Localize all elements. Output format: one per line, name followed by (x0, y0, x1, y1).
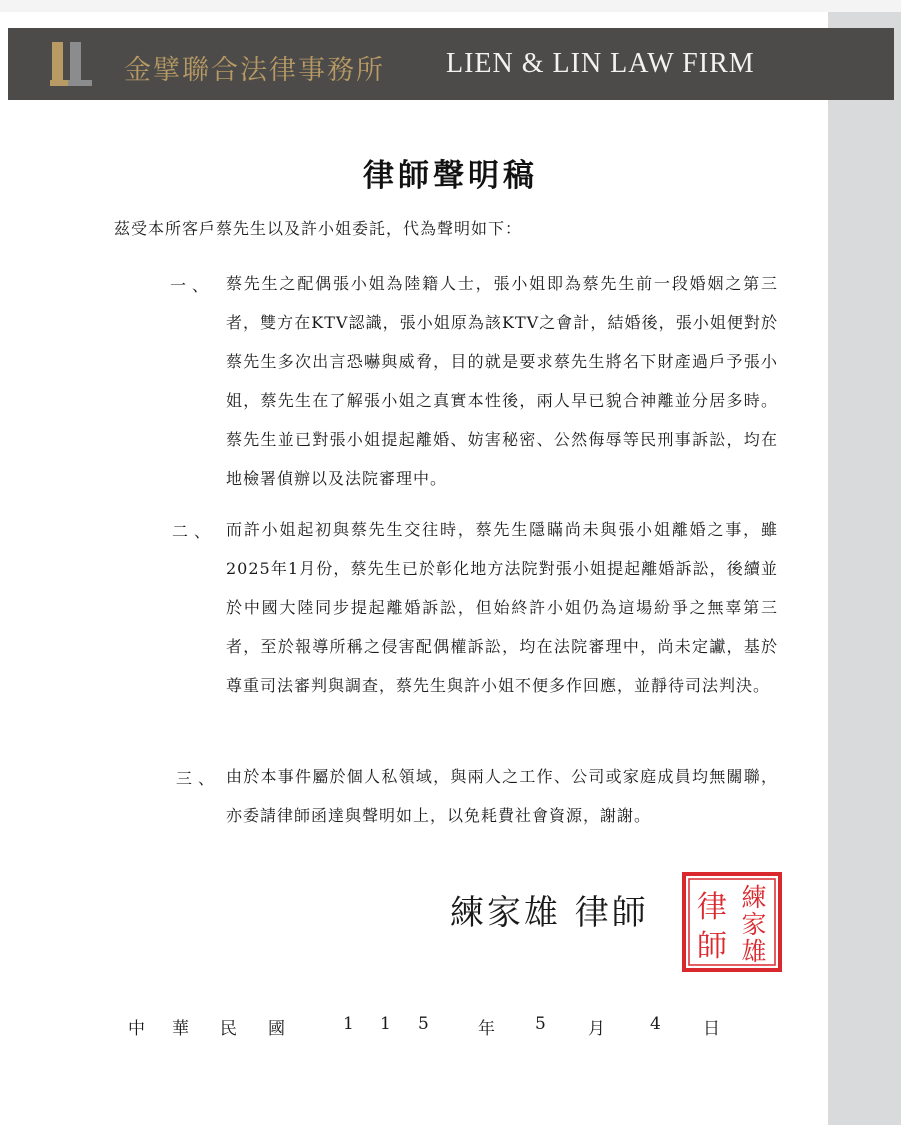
firm-name-english: LIEN & LIN LAW FIRM (446, 48, 755, 79)
date-char: 月 (588, 1019, 605, 1039)
document-title: 律師聲明稿 (363, 158, 538, 194)
date-char: 5 (535, 1014, 546, 1034)
item-text: 蔡先生之配偶張小姐為陸籍人士，張小姐即為蔡先生前一段婚姻之第三者，雙方在KTV認識，張小姐原為該KTV之會計，結婚後，張小姐便對於蔡先生多次出言恐嚇與威脅，目的就是要求蔡先生將名下財產過戶予張小姐，蔡先生在了解張小姐之真實本性後，兩人早已貌合神離並分居多時。蔡先生並已對張小姐提起離婚、妨害秘密、公然侮辱等民刑事訴訟，均在地檢署偵辦以及法院審理中。 (226, 274, 778, 488)
firm-logo-icon (46, 38, 96, 88)
date-char: 5 (418, 1014, 429, 1034)
svg-text:家: 家 (741, 910, 767, 939)
svg-text:師: 師 (697, 929, 727, 964)
item-number: 三、 (176, 769, 221, 788)
date-char: 4 (650, 1014, 661, 1034)
svg-text:律: 律 (697, 890, 727, 925)
scan-top-edge (0, 0, 901, 12)
date-char: 1 (380, 1014, 391, 1034)
firm-name-chinese: 金擘聯合法律事務所 (124, 55, 385, 86)
item-number: 二、 (172, 522, 217, 541)
intro-paragraph: 茲受本所客戶蔡先生以及許小姐委託，代為聲明如下： (114, 219, 523, 238)
item-text: 由於本事件屬於個人私領域，與兩人之工作、公司或家庭成員均無關聯，亦委請律師函達與聲明如上，以免耗費社會資源，謝謝。 (226, 767, 778, 825)
date-char: 國 (268, 1019, 285, 1039)
lawyer-signature: 練家雄 律師 (450, 893, 649, 933)
date-char: 民 (220, 1019, 237, 1039)
lawyer-seal-stamp (680, 870, 784, 974)
item-text: 而許小姐起初與蔡先生交往時，蔡先生隱瞞尚未與張小姐離婚之事，雖2025年1月份，蔡先生已於彰化地方法院對張小姐提起離婚訴訟，後續並於中國大陸同步提起離婚訴訟，但始終許小姐仍為這場紛爭之無辜第三者，至於報導所稱之侵害配偶權訴訟，均在法院審理中，尚未定讞，基於尊重司法審判與調查，蔡先生與許小姐不便多作回應，並靜待司法判決。 (226, 520, 778, 695)
date-char: 華 (172, 1019, 189, 1039)
date-char: 1 (343, 1014, 354, 1034)
date-char: 中 (128, 1019, 145, 1039)
svg-text:雄: 雄 (741, 937, 767, 966)
date-char: 年 (478, 1019, 495, 1039)
document-date (128, 1014, 728, 1038)
item-number: 一、 (170, 276, 215, 295)
svg-text:練: 練 (741, 883, 767, 912)
date-char: 日 (703, 1019, 720, 1039)
